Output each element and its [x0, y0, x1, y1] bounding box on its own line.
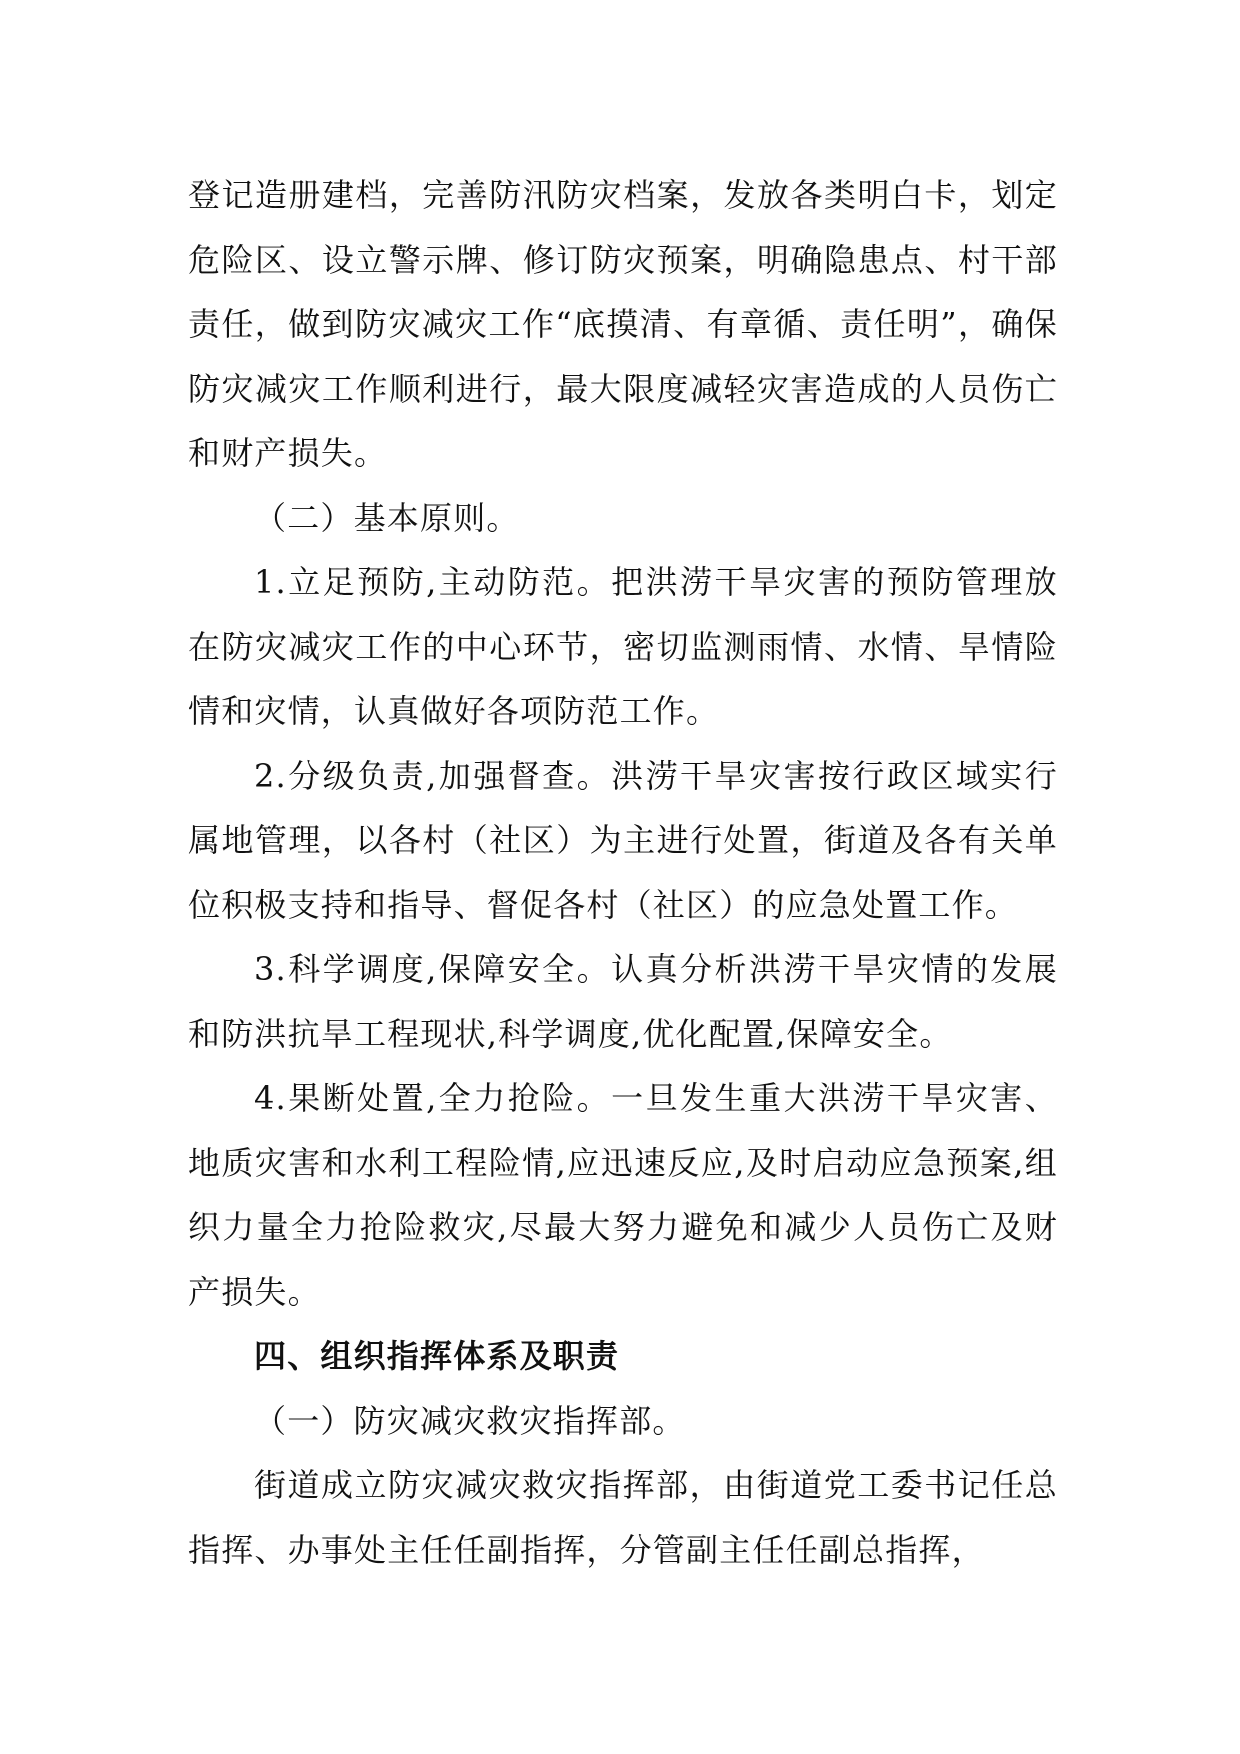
paragraph-6-principle-4: 4.果断处置,全力抢险。一旦发生重大洪涝干旱灾害、地质灾害和水利工程险情,应迅速反应,及时启动应急预案,组织力量全力抢险救灾,尽最大努力避免和减少人员伤亡及财产损失。: [188, 1079, 1058, 1311]
paragraph-4-principle-2: 2.分级负责,加强督查。洪涝干旱灾害按行政区域实行属地管理，以各村（社区）为主进行处置，街道及各有关单位积极支持和指导、督促各村（社区）的应急处置工作。: [188, 756, 1058, 924]
paragraph-9: 街道成立防灾减灾救灾指挥部，由街道党工委书记任总指挥、办事处主任任副指挥，分管副主任任副总指挥，: [188, 1466, 1058, 1569]
paragraph-8-subsection-heading: （一）防灾减灾救灾指挥部。: [254, 1401, 686, 1440]
paragraph-3-principle-1: 1.立足预防,主动防范。把洪涝干旱灾害的预防管理放在防灾减灾工作的中心环节，密切监测雨情、水情、旱情险情和灾情，认真做好各项防范工作。: [188, 563, 1058, 730]
paragraph-2-section-heading: （二）基本原则。: [254, 498, 520, 537]
paragraph-1: 登记造册建档，完善防汛防灾档案，发放各类明白卡，划定危险区、设立警示牌、修订防灾预案，明确隐患点、村干部责任，做到防灾减灾工作“底摸清、有章循、责任明”，确保防灾减灾工作顺利进行，最大限度减轻灾害造成的人员伤亡和财产损失。: [188, 176, 1058, 472]
paragraph-5-principle-3: 3.科学调度,保障安全。认真分析洪涝干旱灾情的发展和防洪抗旱工程现状,科学调度,优化配置,保障安全。: [188, 950, 1058, 1053]
chapter-heading: 四、组织指挥体系及职责: [254, 1337, 620, 1375]
document-body: [188, 163, 1058, 1582]
